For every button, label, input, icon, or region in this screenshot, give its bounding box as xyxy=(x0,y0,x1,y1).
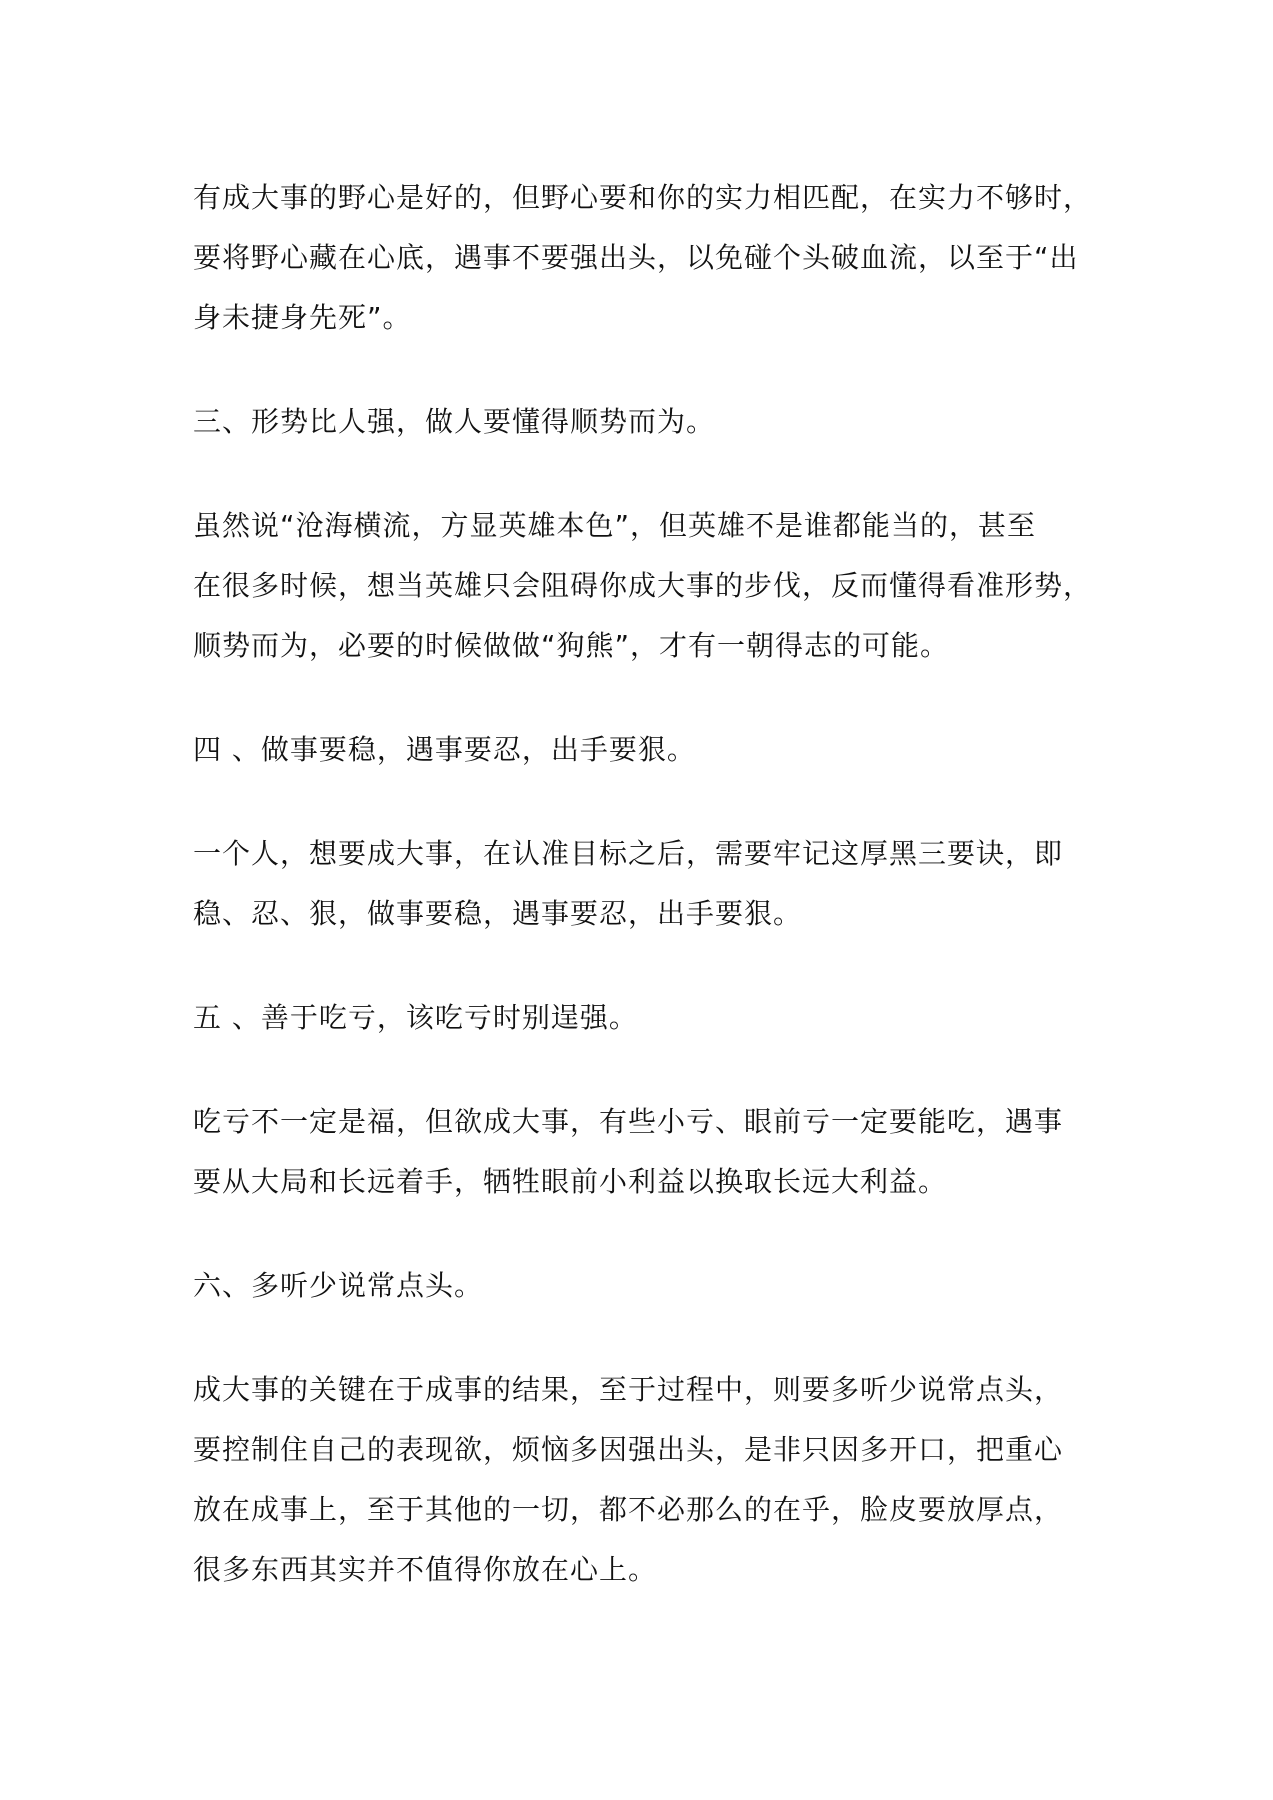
spacer xyxy=(193,1316,1093,1360)
paragraph-section-6 xyxy=(193,1360,1093,1600)
spacer xyxy=(193,1048,1093,1092)
section-heading: 三、形势比人强，做人要懂得顺势而为。 xyxy=(193,405,716,438)
text-line: 要控制住自己的表现欲，烦恼多因强出头，是非只因多开口，把重心 xyxy=(193,1433,1064,1466)
text-line: 在很多时候，想当英雄只会阻碍你成大事的步伐，反而懂得看准形势， xyxy=(193,569,1093,602)
heading-section-6 xyxy=(193,1256,1093,1316)
paragraph-section-4 xyxy=(193,824,1093,944)
heading-section-3 xyxy=(193,392,1093,452)
spacer xyxy=(193,348,1093,392)
text-line: 成大事的关键在于成事的结果，至于过程中，则要多听少说常点头， xyxy=(193,1373,1064,1406)
text-line: 顺势而为，必要的时候做做“狗熊”，才有一朝得志的可能。 xyxy=(193,629,950,662)
text-line: 要从大局和长远着手，牺牲眼前小利益以换取长远大利益。 xyxy=(193,1165,948,1198)
heading-section-5 xyxy=(193,988,1093,1048)
document-body xyxy=(193,168,1093,1600)
text-line: 吃亏不一定是福，但欲成大事，有些小亏、眼前亏一定要能吃，遇事 xyxy=(193,1105,1064,1138)
section-heading: 五 、善于吃亏，该吃亏时别逞强。 xyxy=(193,1001,638,1034)
spacer xyxy=(193,676,1093,720)
spacer xyxy=(193,780,1093,824)
paragraph-ambition xyxy=(193,168,1093,348)
paragraph-section-5 xyxy=(193,1092,1093,1212)
text-line: 放在成事上，至于其他的一切，都不必那么的在乎，脸皮要放厚点， xyxy=(193,1493,1064,1526)
text-line: 虽然说“沧海横流，方显英雄本色”，但英雄不是谁都能当的，甚至 xyxy=(193,509,1037,542)
spacer xyxy=(193,1212,1093,1256)
section-heading: 六、多听少说常点头。 xyxy=(193,1269,484,1302)
text-line: 有成大事的野心是好的，但野心要和你的实力相匹配，在实力不够时， xyxy=(193,181,1093,214)
section-heading: 四 、做事要稳，遇事要忍，出手要狠。 xyxy=(193,733,696,766)
text-line: 稳、忍、狠，做事要稳，遇事要忍，出手要狠。 xyxy=(193,897,803,930)
spacer xyxy=(193,452,1093,496)
text-line: 要将野心藏在心底，遇事不要强出头，以免碰个头破血流，以至于“出 xyxy=(193,241,1079,274)
spacer xyxy=(193,944,1093,988)
text-line: 很多东西其实并不值得你放在心上。 xyxy=(193,1553,658,1586)
paragraph-section-3 xyxy=(193,496,1093,676)
text-line: 一个人，想要成大事，在认准目标之后，需要牢记这厚黑三要诀，即 xyxy=(193,837,1064,870)
heading-section-4 xyxy=(193,720,1093,780)
text-line: 身未捷身先死”。 xyxy=(193,301,412,334)
